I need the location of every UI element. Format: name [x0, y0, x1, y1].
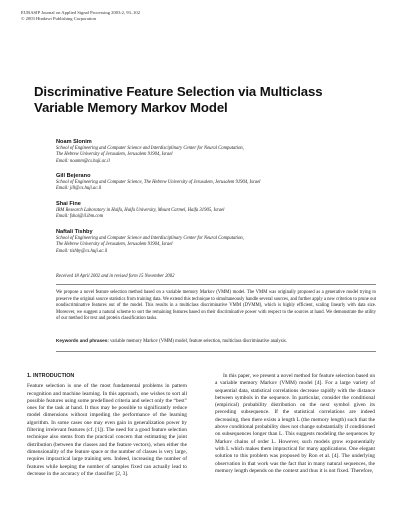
left-column [27, 373, 187, 478]
author-name: Naftali Tishby [56, 229, 93, 235]
paper-title [34, 84, 374, 116]
author-email[interactable]: Email: jill@cs.huji.ac.il [56, 186, 102, 192]
divider [56, 284, 376, 285]
author-email[interactable]: Email: fshai@il.ibm.com [56, 214, 104, 220]
intro-paragraph-right: In this paper, we present a novel method for feature selection based on a variable memory Markov (VMM) model [4]. For a large variety of sequential data, statistical correlations decrease rapidly with the distance between symbols in the sequence. In particular, consider the conditional (empirical) probability distribution on the next symbol given its preceding subsequence. If the statistical correlations are indeed decreasing, then there exists a length L (the memory length) such that the above conditional probability does not change substantially if conditioned on subsequences longer than L. This suggests modeling the sequences by Markov chains of order L. However, such models grow exponentially with L which makes them impractical for many applications. One elegant solution to this problem was proposed by Ron et al. [4]. The underlying observation in that work was the fact that in many natural sequences, the memory length depends on the context and thus it is not fixed. Therefore, [215, 373, 376, 474]
keywords-label: Keywords and phrases: [56, 338, 109, 343]
abstract: We propose a novel feature selection method based on a variable memory Markov (VMM) model. The VMM was originally proposed as a generative model trying to preserve the original source statistics from training data. We extend this technique to simultaneously handle several sources, and further apply a new criterion to prune out nondiscriminative features out of the model. This results in a multiclass discriminative VMM (DVMM), which is highly efficient, scaling linearly with data size. Moreover, we suggest a natural scheme to sort the remaining features based on their discriminative power with respect to the sources at hand. We demonstrate the utility of our method for text and protein classification tasks. [56, 290, 376, 321]
author-affiliation: IBM Research Laboratory in Haifa, Haifa University, Mount Carmel, Haifa 31905, Israel [56, 208, 225, 213]
author-block [56, 172, 376, 193]
intro-paragraph-left: Feature selection is one of the most fundamental problems in pattern recognition and machine learning. In this approach, one wishes to sort all possible features using some predefined criteria and select only the “best” ones for the task at hand. It thus may be possible to significantly reduce model dimensions without impeding the performance of the learning algorithm. In some cases one may even gain in generalization power by filtering irrelevant features (cf. [1]). The need for a good feature selection technique also stems from the practical concern that estimating the joint distribution (between the classes and the feature vectors), when either the dimensionality of the feature space or the number of classes is very large, requires impractical large training sets. Indeed, increasing the number of features while keeping the number of samples fixed can actually lead to decrease in the accuracy of the classifier [2, 3]. [27, 383, 187, 477]
author-affiliation: The Hebrew University of Jerusalem, Jerusalem 91904, Israel [56, 152, 173, 158]
copyright-line: © 2003 Hindawi Publishing Corporation [21, 16, 96, 22]
author-email[interactable]: Email: noamm@cs.huji.ac.il [56, 158, 110, 164]
received-date: Received 18 April 2002 and in revised form 15 November 2002 [56, 274, 175, 279]
author-name: Shai Fine [56, 201, 81, 207]
author-block [56, 138, 376, 165]
section-heading: 1. INTRODUCTION [27, 373, 75, 379]
journal-header [21, 10, 140, 22]
right-column [215, 373, 375, 475]
author-name: Noam Slonim [56, 139, 92, 145]
author-affiliation: School of Engineering and Computer Science, The Hebrew University of Jerusalem, Jerusalem 91904, Israel [56, 180, 261, 185]
keywords-text: variable memory Markov (VMM) model, feature selection, multiclass discriminative analysis. [110, 339, 287, 344]
author-block [56, 228, 376, 255]
keywords [56, 338, 376, 346]
author-email[interactable]: Email: tishby@cs.huji.ac.il [56, 248, 108, 254]
author-affiliation: School of Engineering and Computer Science and Interdisciplinary Center for Neural Computation, [56, 236, 244, 241]
journal-citation: EURASIP Journal on Applied Signal Processing 2003:2, 93–102 [21, 10, 141, 15]
divider [56, 351, 376, 352]
title-line-1: Discriminative Feature Selection via Multiclass [34, 84, 323, 99]
title-line-2: Variable Memory Markov Model [34, 100, 228, 115]
author-block [56, 200, 376, 221]
author-affiliation: The Hebrew University of Jerusalem, Jerusalem 91904, Israel [56, 242, 173, 248]
author-name: Gill Bejerano [56, 173, 91, 179]
author-affiliation: School of Engineering and Computer Science and Interdisciplinary Center for Neural Computation, [56, 146, 244, 151]
